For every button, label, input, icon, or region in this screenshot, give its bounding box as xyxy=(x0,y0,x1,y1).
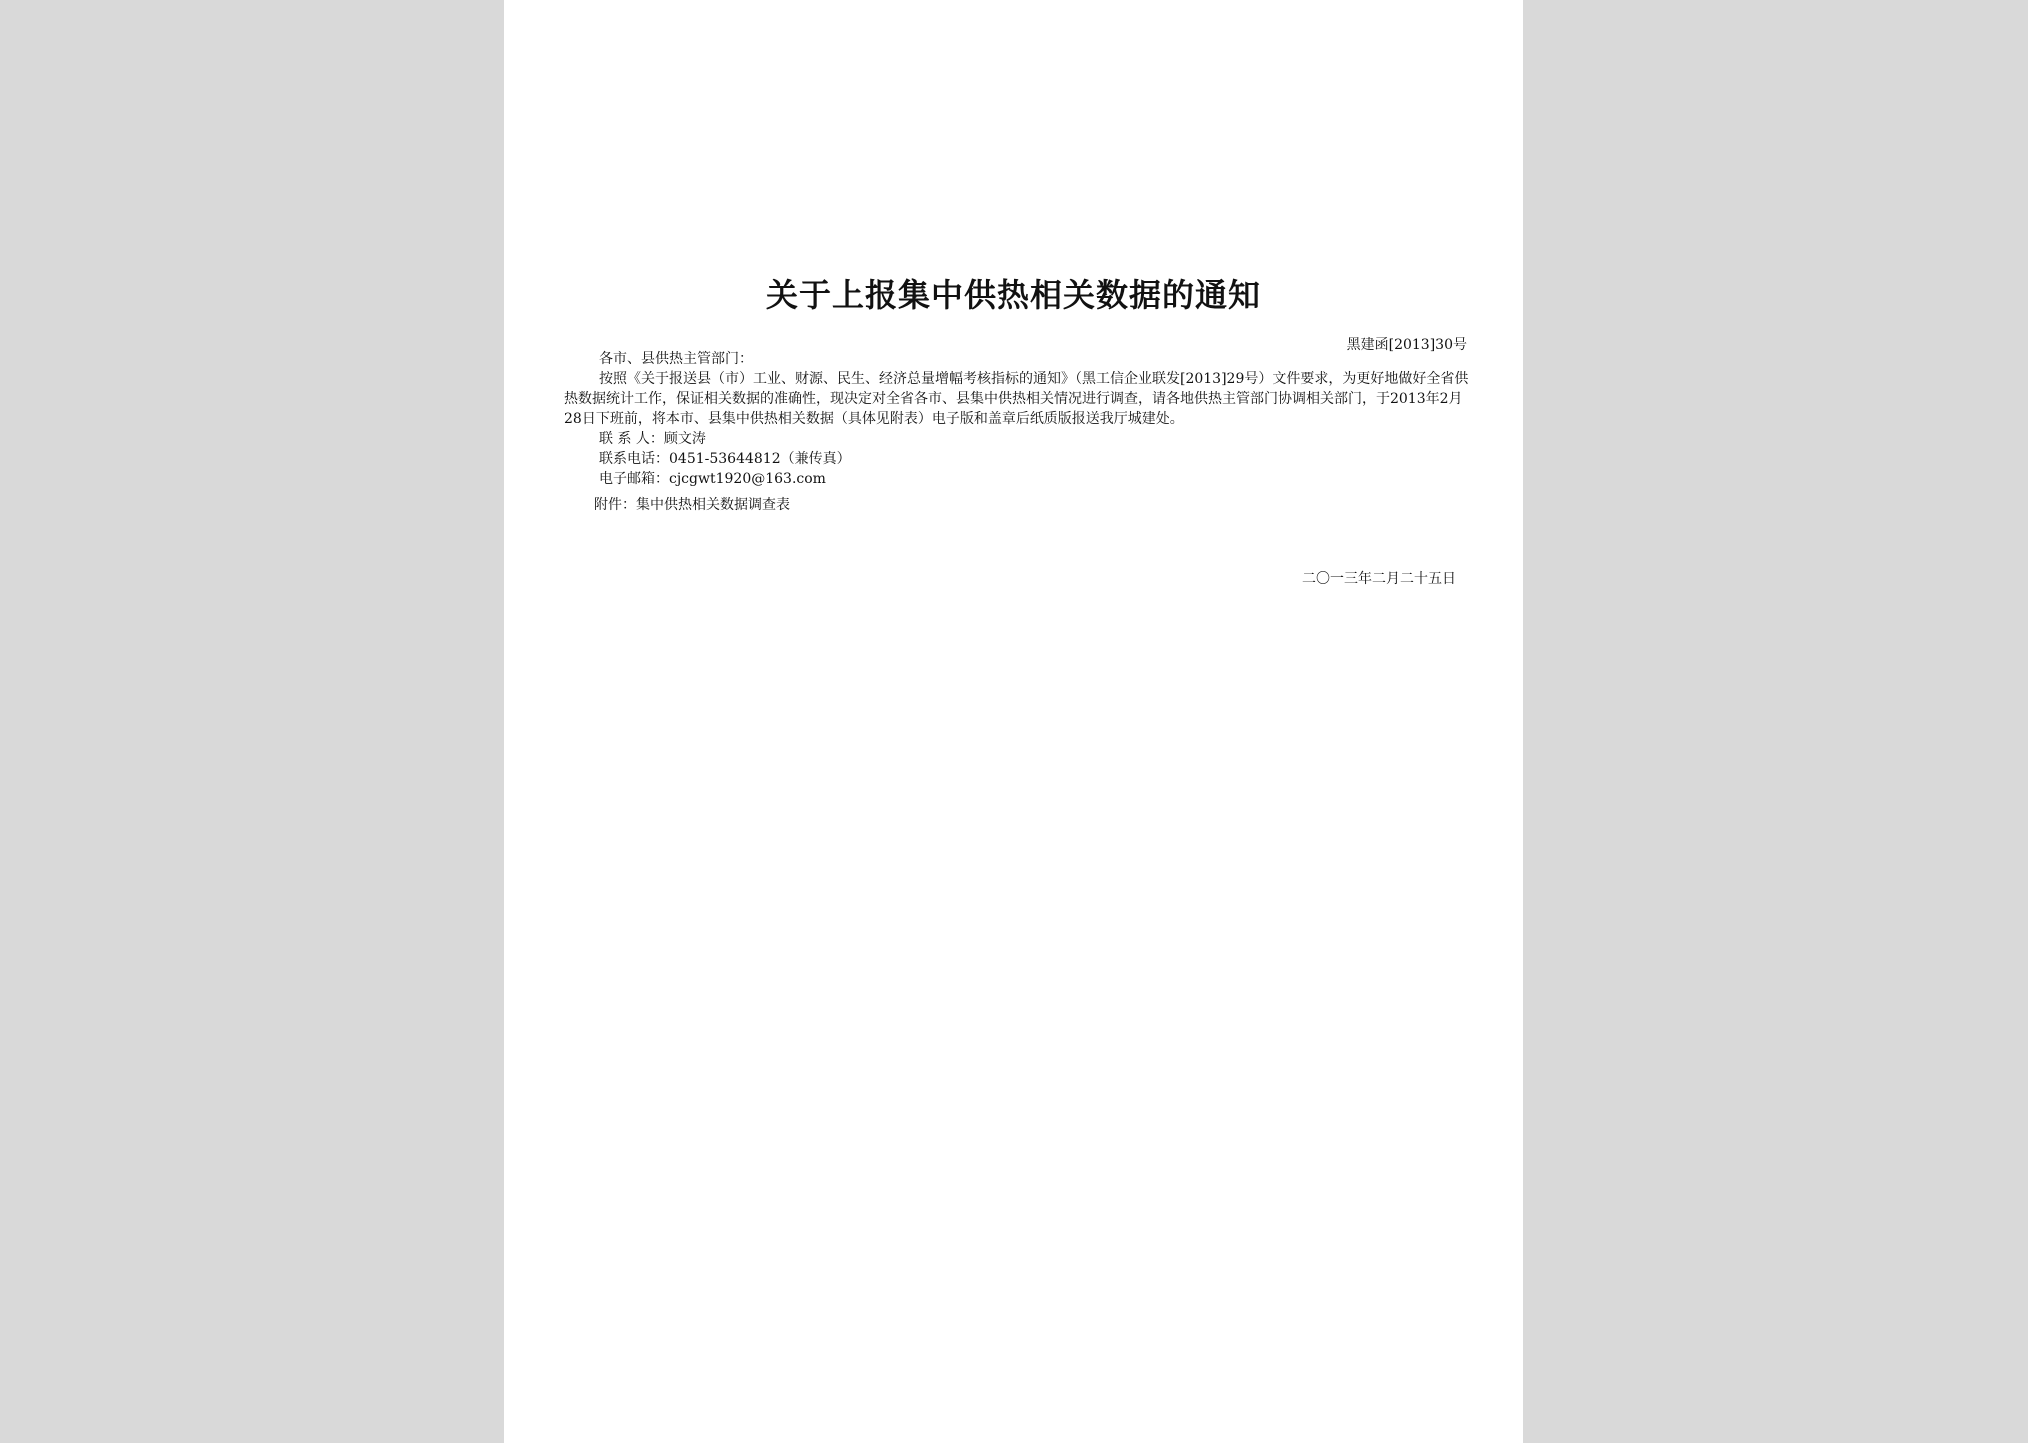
contact-person: 联 系 人：顾文涛 xyxy=(599,431,706,447)
document-page xyxy=(504,0,1523,1443)
document-date: 二〇一三年二月二十五日 xyxy=(1302,571,1456,587)
attachment-note: 附件：集中供热相关数据调查表 xyxy=(594,497,790,513)
document-body xyxy=(564,349,1469,515)
document-title: 关于上报集中供热相关数据的通知 xyxy=(765,276,1261,314)
document-number: 黑建函[2013]30号 xyxy=(1346,337,1467,353)
contact-email: 电子邮箱：cjcgwt1920@163.com xyxy=(599,471,826,487)
main-paragraph: 按照《关于报送县（市）工业、财源、民生、经济总量增幅考核指标的通知》（黑工信企业联发[2013]29号）文件要求，为更好地做好全省供热数据统计工作，保证相关数据的准确性，现决定对全省各市、县集中供热相关情况进行调查，请各地供热主管部门协调相关部门，于2013年2月28日下班前，将本市、县集中供热相关数据（具体见附表）电子版和盖章后纸质版报送我厅城建处。 xyxy=(564,371,1469,427)
contact-phone: 联系电话：0451-53644812（兼传真） xyxy=(599,451,851,467)
salutation: 各市、县供热主管部门： xyxy=(599,351,753,367)
